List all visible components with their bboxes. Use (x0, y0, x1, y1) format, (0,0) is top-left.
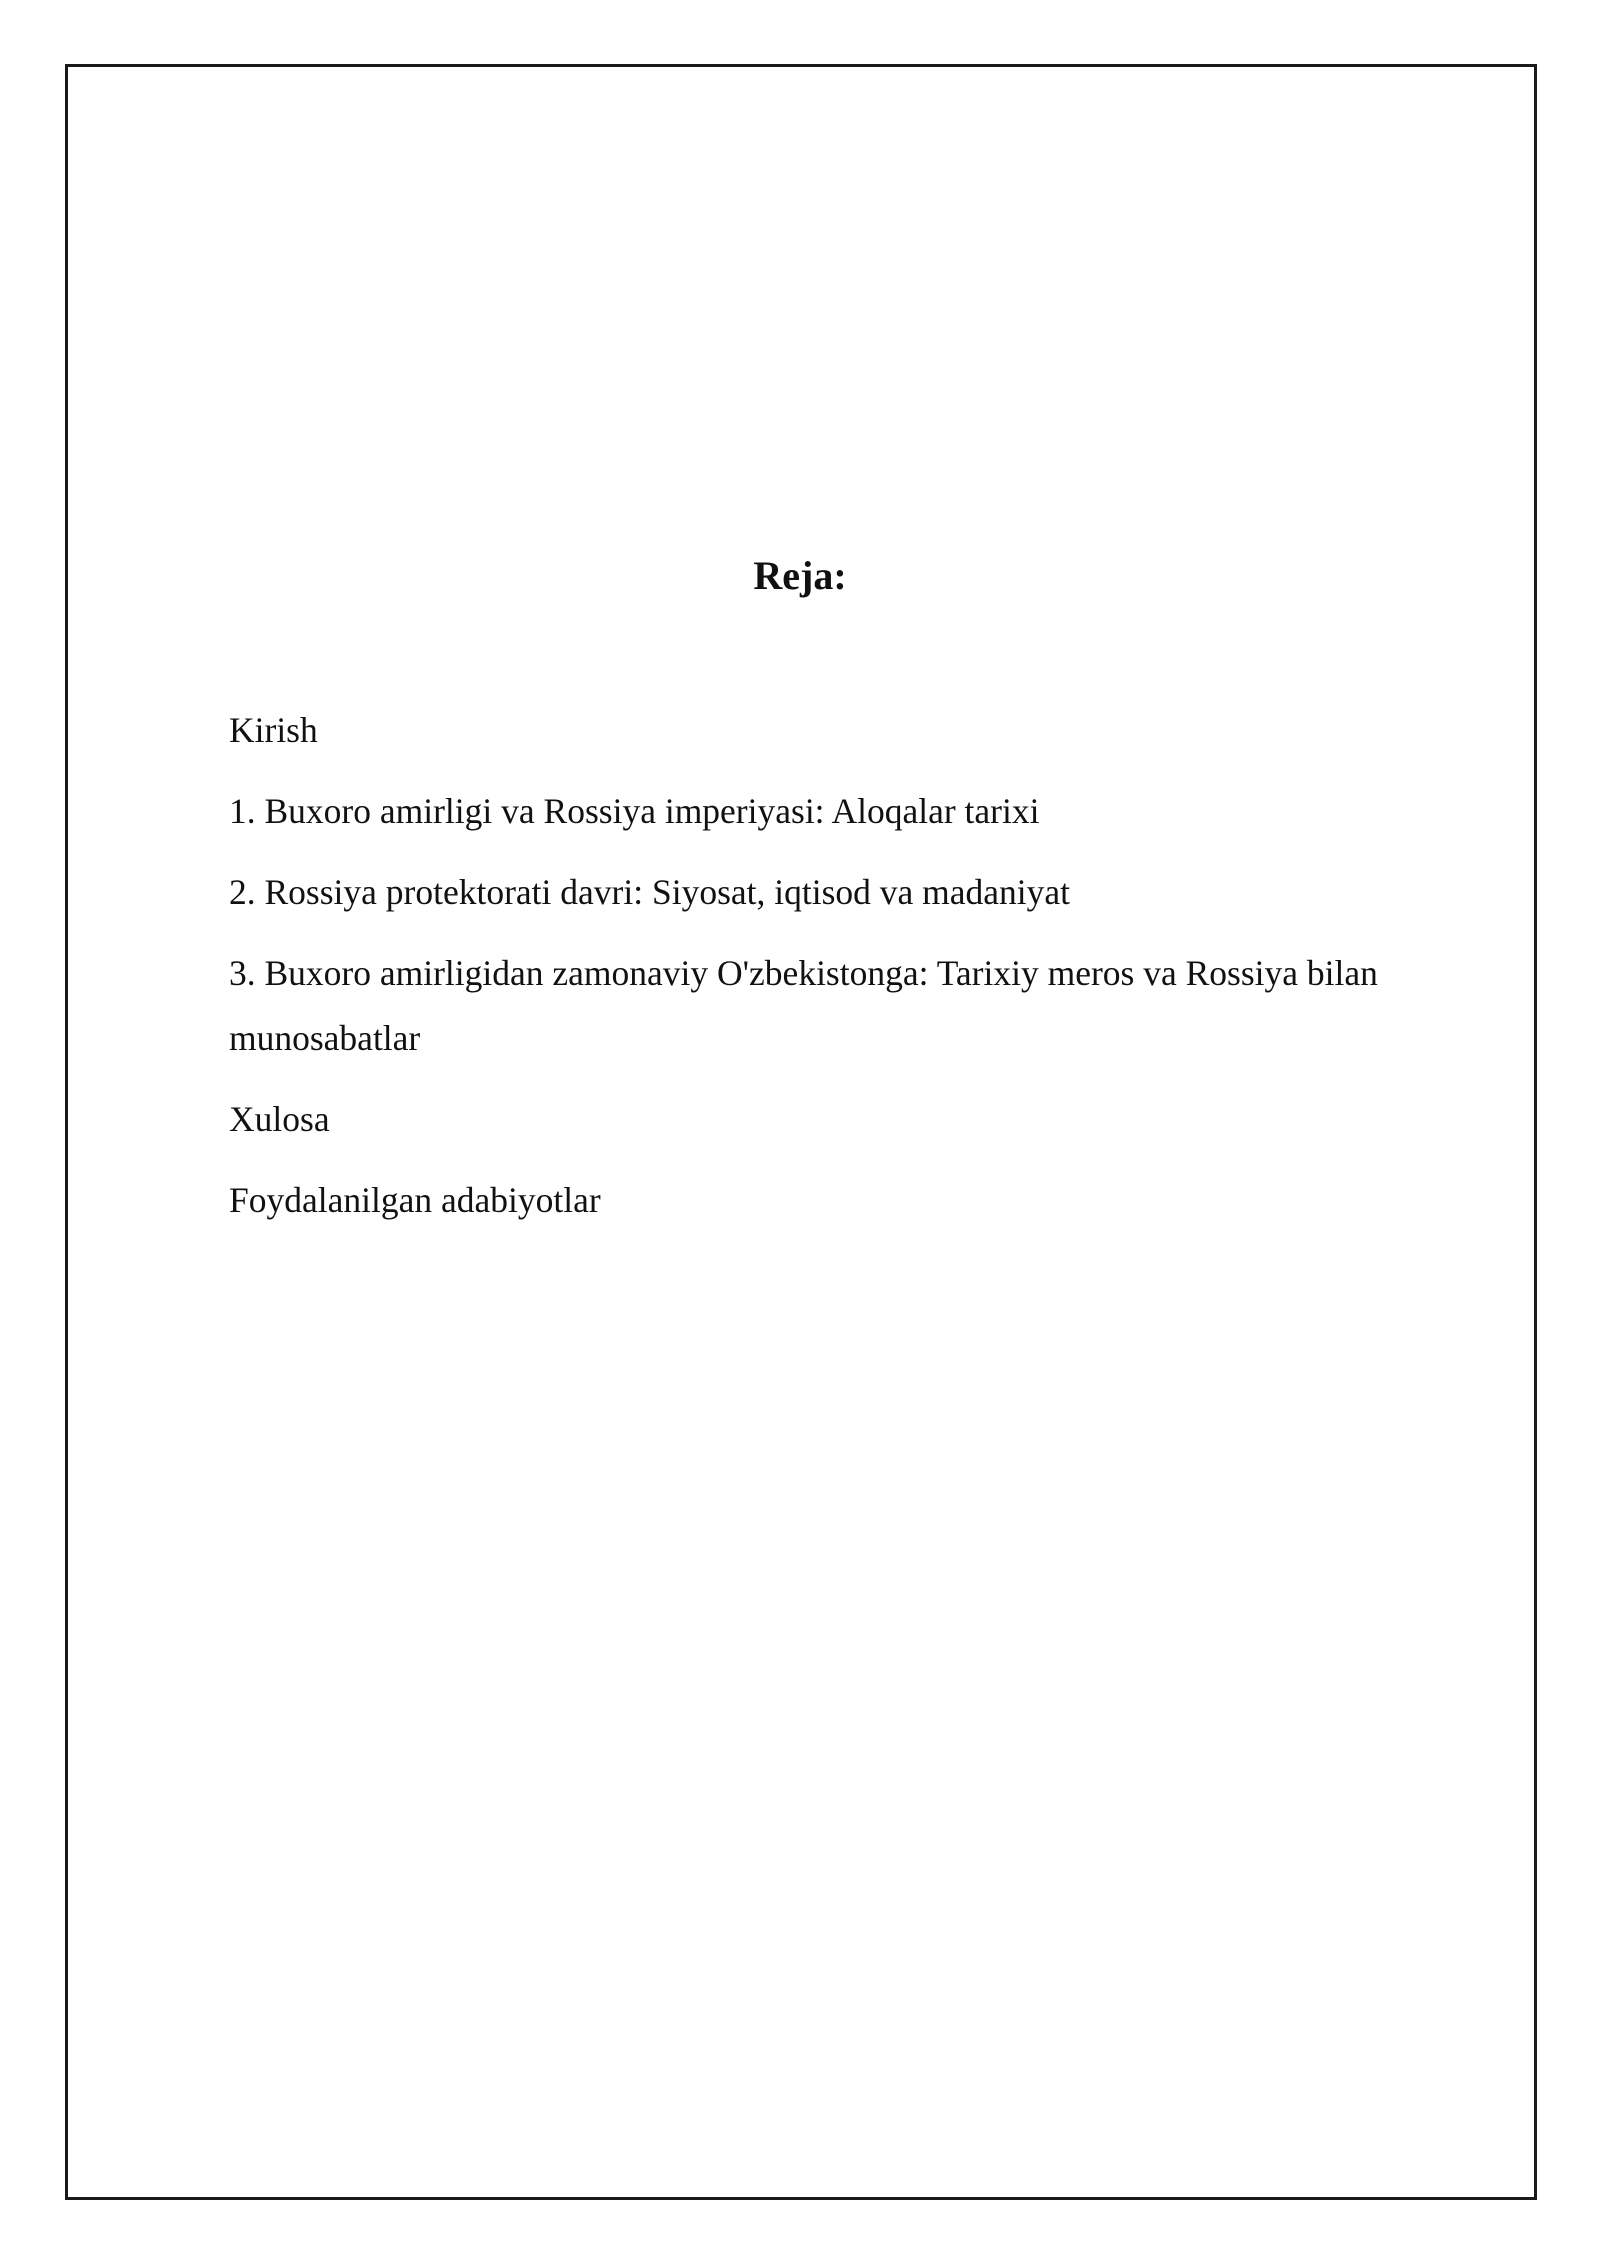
plan-item-conclusion: Xulosa (229, 1099, 330, 1139)
plan-item-references: Foydalanilgan adabiyotlar (229, 1180, 601, 1220)
plan-list (229, 698, 1479, 1249)
plan-item-chapter-2: 2. Rossiya protektorati davri: Siyosat, iqtisod va madaniyat (229, 872, 1071, 912)
plan-item-chapter-1: 1. Buxoro amirligi va Rossiya imperiyasi: Aloqalar tarixi (229, 791, 1040, 831)
plan-item-chapter-3: 3. Buxoro amirligidan zamonaviy O'zbekistonga: Tarixiy meros va Rossiya bilan munosabatlar (229, 953, 1378, 1058)
plan-item-introduction: Kirish (229, 710, 318, 750)
plan-title: Reja: (753, 553, 847, 598)
